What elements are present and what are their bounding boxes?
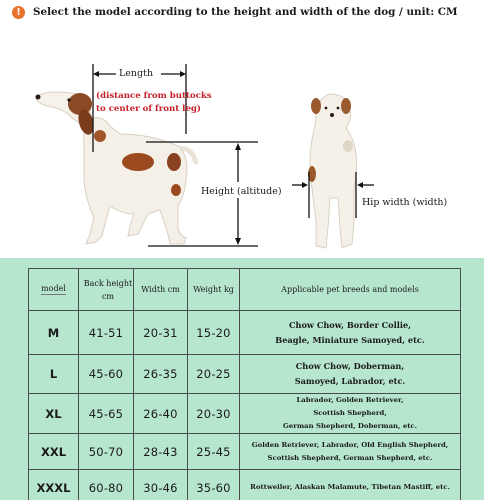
header-width: Width cm: [134, 269, 188, 311]
breeds-cell: [240, 394, 461, 434]
breeds-line: Chow Chow, Border Collie,: [289, 319, 411, 330]
dog-front-view: [308, 94, 357, 248]
width-cell: 26-35: [134, 355, 188, 394]
breeds-cell: [240, 434, 461, 470]
back-height-cell: 41-51: [79, 311, 134, 355]
breeds-line: Scottish Shepherd,: [313, 409, 387, 417]
length-note-line1: (distance from buttocks: [96, 91, 212, 101]
header-back-height: [79, 269, 134, 311]
weight-cell: 35-60: [188, 470, 240, 500]
breeds-line: Chow Chow, Doberman,: [295, 361, 405, 371]
breeds-line: Scottish Shepherd, German Shepherd, etc.: [267, 453, 433, 462]
size-table: [28, 268, 461, 500]
size-cell: L: [29, 355, 79, 394]
back-height-cell: 45-65: [79, 394, 134, 434]
weight-cell: 20-30: [188, 394, 240, 434]
height-label: Height (altitude): [201, 186, 282, 197]
breeds-line: Beagle, Miniature Samoyed, etc.: [275, 334, 425, 345]
length-label: Length: [119, 68, 154, 79]
size-cell: M: [29, 311, 79, 355]
hip-width-label: Hip width (width): [362, 197, 448, 208]
breeds-line: Rottweiler, Alaskan Malamute, Tibetan Mastiff, etc.: [250, 483, 450, 491]
table-header-row: [29, 269, 461, 311]
header-back-height-line2: cm: [101, 291, 115, 301]
breeds-line: Samoyed, Labrador, etc.: [294, 376, 406, 386]
size-cell: XXXL: [29, 470, 79, 500]
size-cell: XXL: [29, 434, 79, 470]
breeds-line: Golden Retriever, Labrador, Old English Shepherd,: [251, 440, 449, 449]
length-note: [96, 90, 212, 116]
breeds-cell: [240, 470, 461, 500]
breeds-cell: [240, 311, 461, 355]
width-cell: 20-31: [134, 311, 188, 355]
instruction-header: [12, 3, 480, 21]
header-breeds: Applicable pet breeds and models: [240, 269, 461, 311]
instruction-text: Select the model according to the height and width of the dog / unit: CM: [33, 6, 458, 18]
size-cell: XL: [29, 394, 79, 434]
length-note-line2: to center of front leg): [96, 104, 201, 114]
header-weight: Weight kg: [188, 269, 240, 311]
breeds-cell: [240, 355, 461, 394]
header-back-height-line1: Back height: [83, 278, 133, 288]
back-height-cell: 60-80: [79, 470, 134, 500]
weight-cell: 20-25: [188, 355, 240, 394]
back-height-cell: 45-60: [79, 355, 134, 394]
exclamation-icon: !: [12, 6, 25, 19]
weight-cell: 15-20: [188, 311, 240, 355]
back-height-cell: 50-70: [79, 434, 134, 470]
header-model: model: [29, 269, 79, 311]
table-row: [29, 470, 461, 500]
dog-measurement-diagram: [0, 22, 484, 258]
table-row: [29, 434, 461, 470]
size-table-panel: [0, 258, 484, 500]
width-cell: 26-40: [134, 394, 188, 434]
measurement-illustration: [0, 22, 484, 258]
width-cell: 30-46: [134, 470, 188, 500]
breeds-line: German Shepherd, Doberman, etc.: [282, 422, 418, 430]
breeds-line: Labrador, Golden Retriever,: [296, 396, 404, 404]
weight-cell: 25-45: [188, 434, 240, 470]
table-row: [29, 394, 461, 434]
table-row: [29, 355, 461, 394]
table-row: [29, 311, 461, 355]
width-cell: 28-43: [134, 434, 188, 470]
